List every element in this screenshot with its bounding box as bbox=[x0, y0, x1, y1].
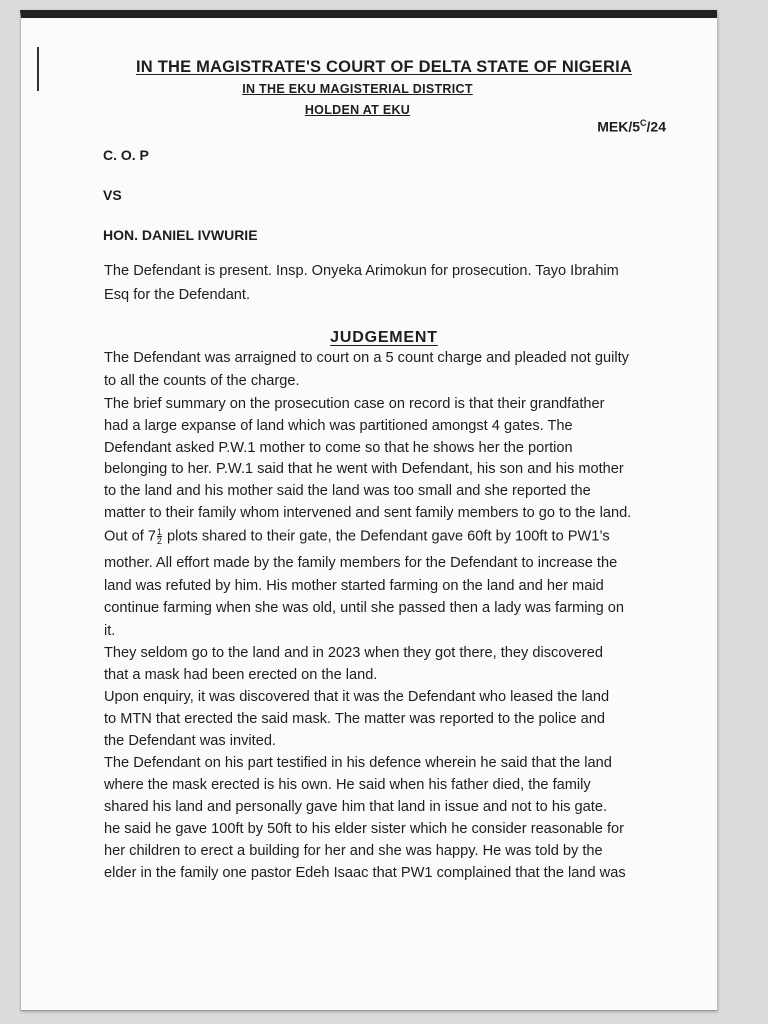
body-line: Defendant asked P.W.1 mother to come so that he shows her the portion bbox=[104, 440, 573, 456]
body-line: Upon enquiry, it was discovered that it was the Defendant who leased the land bbox=[104, 689, 610, 705]
body-line: he said he gave 100ft by 50ft to his elder sister which he consider reasonable for bbox=[104, 821, 625, 837]
body-line: it. bbox=[104, 623, 116, 639]
body-line: where the mask erected is his own. He said when his father died, the family bbox=[104, 777, 591, 793]
complainant: C. O. P bbox=[103, 147, 149, 163]
body-line: The brief summary on the prosecution case on record is that their grandfather bbox=[104, 396, 605, 412]
body-line: matter to their family whom intervened and sent family members to go to the land. bbox=[104, 505, 632, 521]
body-line: continue farming when she was old, until she passed then a lady was farming on bbox=[104, 600, 625, 616]
judgement-title: JUDGEMENT bbox=[330, 329, 438, 346]
fraction-line-before: Out of 7 bbox=[104, 528, 156, 545]
fraction-one-half bbox=[157, 528, 162, 545]
body-line: belonging to her. P.W.1 said that he went with Defendant, his son and his mother bbox=[104, 461, 624, 477]
body-line: to MTN that erected the said mask. The matter was reported to the police and bbox=[104, 711, 606, 727]
court-heading: IN THE MAGISTRATE'S COURT OF DELTA STATE OF NIGERIA bbox=[136, 58, 632, 76]
case-number bbox=[597, 118, 666, 135]
appearance-line: Esq for the Defendant. bbox=[104, 287, 251, 303]
fraction-line bbox=[104, 528, 610, 545]
fraction-denominator: 2 bbox=[156, 536, 162, 546]
district-heading: IN THE EKU MAGISTERIAL DISTRICT bbox=[242, 82, 473, 96]
body-line: shared his land and personally gave him that land in issue and not to his gate. bbox=[104, 799, 607, 815]
body-line: to the land and his mother said the land was too small and she reported the bbox=[104, 483, 591, 499]
case-number-superscript: C bbox=[640, 118, 647, 128]
body-line: land was refuted by him. His mother started farming on the land and her maid bbox=[104, 578, 604, 594]
body-line: that a mask had been erected on the land. bbox=[104, 667, 378, 683]
versus: VS bbox=[103, 187, 122, 203]
body-line: the Defendant was invited. bbox=[104, 733, 276, 749]
holden-heading: HOLDEN AT EKU bbox=[304, 103, 411, 117]
body-line: mother. All effort made by the family members for the Defendant to increase the bbox=[104, 555, 618, 571]
body-line: The Defendant on his part testified in his defence wherein he said that the land bbox=[104, 755, 612, 771]
case-number-prefix: MEK/5 bbox=[597, 118, 641, 135]
case-number-suffix: /24 bbox=[646, 118, 666, 135]
body-line: They seldom go to the land and in 2023 when they got there, they discovered bbox=[104, 645, 603, 661]
fraction-numerator: 1 bbox=[156, 527, 162, 537]
body-line: elder in the family one pastor Edeh Isaac that PW1 complained that the land was bbox=[104, 865, 626, 881]
appearance-line: The Defendant is present. Insp. Onyeka Arimokun for prosecution. Tayo Ibrahim bbox=[104, 263, 619, 279]
body-line: had a large expanse of land which was partitioned amongst 4 gates. The bbox=[104, 418, 573, 434]
defendant-name: HON. DANIEL IVWURIE bbox=[103, 227, 258, 243]
body-line: The Defendant was arraigned to court on a 5 count charge and pleaded not guilty bbox=[104, 350, 629, 366]
fraction-line-after: plots shared to their gate, the Defendant gave 60ft by 100ft to PW1’s bbox=[162, 528, 610, 545]
body-line: to all the counts of the charge. bbox=[104, 373, 300, 389]
body-line: her children to erect a building for her and she was happy. He was told by the bbox=[104, 843, 603, 859]
